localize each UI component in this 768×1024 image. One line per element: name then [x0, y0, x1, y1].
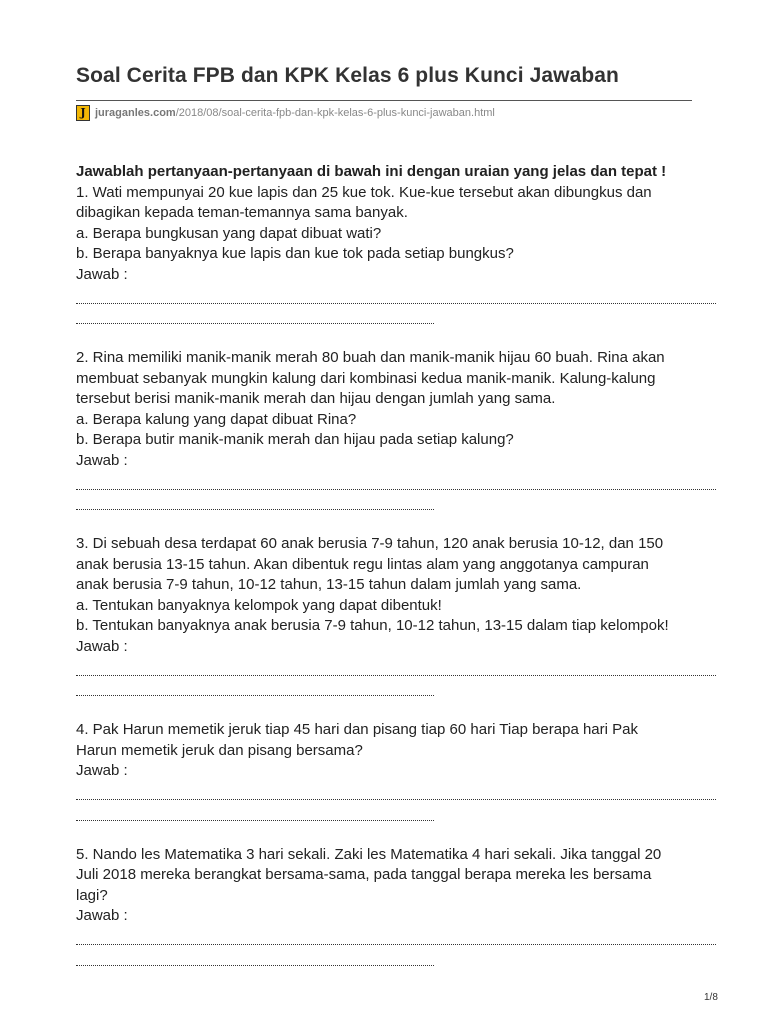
question-4 — [76, 720, 716, 823]
question-3 — [76, 534, 716, 698]
question-line: 4. Pak Harun memetik jeruk tiap 45 hari dan pisang tiap 60 hari Tiap berapa hari Pak — [76, 721, 638, 738]
source-url[interactable] — [95, 107, 495, 119]
answer-dotted-line — [76, 782, 716, 803]
question-line: anak berusia 7-9 tahun, 10-12 tahun, 13-15 tahun dalam jumlah yang sama. — [76, 576, 582, 593]
question-line: b. Berapa banyaknya kue lapis dan kue tok pada setiap bungkus? — [76, 245, 514, 262]
question-line: 2. Rina memiliki manik-manik merah 80 buah dan manik-manik hijau 60 buah. Rina akan — [76, 349, 665, 366]
question-line: Harun memetik jeruk dan pisang bersama? — [76, 741, 363, 759]
answer-label: Jawab : — [76, 451, 128, 469]
answer-dotted-line — [76, 285, 716, 306]
question-line: 5. Nando les Matematika 3 hari sekali. Zaki les Matematika 4 hari sekali. Jika tanggal 20 — [76, 845, 662, 863]
question-line: 3. Di sebuah desa terdapat 60 anak berusia 7-9 tahun, 120 anak berusia 10-12, dan 150 — [76, 535, 664, 552]
answer-dotted-line — [76, 306, 434, 327]
question-line: a. Berapa kalung yang dapat dibuat Rina? — [76, 410, 357, 428]
question-1 — [76, 183, 716, 327]
juraganles-logo-icon: J — [76, 105, 90, 121]
answer-label: Jawab : — [76, 265, 128, 283]
question-line: a. Berapa bungkusan yang dapat dibuat wati? — [76, 224, 382, 242]
question-line: anak berusia 13-15 tahun. Akan dibentuk regu lintas alam yang anggotanya campuran — [76, 555, 649, 573]
source-link[interactable] — [76, 104, 495, 121]
document-body — [76, 162, 716, 990]
page-number: 1/8 — [704, 992, 718, 1003]
answer-label: Jawab : — [76, 907, 128, 924]
question-line: tersebut berisi manik-manik merah dan hijau dengan jumlah yang sama. — [76, 390, 556, 407]
answer-label: Jawab : — [76, 637, 128, 655]
answer-dotted-line — [76, 947, 434, 968]
title-divider — [76, 100, 692, 101]
document-title: Soal Cerita FPB dan KPK Kelas 6 plus Kunci Jawaban — [76, 64, 619, 87]
question-line: membuat sebanyak mungkin kalung dari kombinasi kedua manik-manik. Kalung-kalung — [76, 369, 656, 387]
question-line: 1. Wati mempunyai 20 kue lapis dan 25 kue tok. Kue-kue tersebut akan dibungkus dan — [76, 183, 652, 201]
question-line: Juli 2018 mereka berangkat bersama-sama, pada tanggal berapa mereka les bersama — [76, 866, 652, 883]
question-line: b. Berapa butir manik-manik merah dan hijau pada setiap kalung? — [76, 431, 514, 448]
answer-dotted-line — [76, 471, 716, 492]
answer-label: Jawab : — [76, 762, 128, 779]
answer-dotted-line — [76, 678, 434, 699]
answer-dotted-line — [76, 927, 716, 948]
instruction-text: Jawablah pertanyaan-pertanyaan di bawah ini dengan uraian yang jelas dan tepat ! — [76, 163, 667, 180]
question-line: a. Tentukan banyaknya kelompok yang dapat dibentuk! — [76, 596, 442, 614]
question-5 — [76, 845, 716, 968]
question-line: lagi? — [76, 886, 108, 904]
answer-dotted-line — [76, 492, 434, 513]
question-line: b. Tentukan banyaknya anak berusia 7-9 tahun, 10-12 tahun, 13-15 dalam tiap kelompok! — [76, 617, 669, 634]
answer-dotted-line — [76, 657, 716, 678]
answer-dotted-line — [76, 802, 434, 823]
source-path: /2018/08/soal-cerita-fpb-dan-kpk-kelas-6-plus-kunci-jawaban.html — [175, 106, 495, 119]
question-2 — [76, 348, 716, 512]
question-line: dibagikan kepada teman-temannya sama banyak. — [76, 204, 408, 221]
source-domain: juraganles.com — [95, 106, 176, 119]
